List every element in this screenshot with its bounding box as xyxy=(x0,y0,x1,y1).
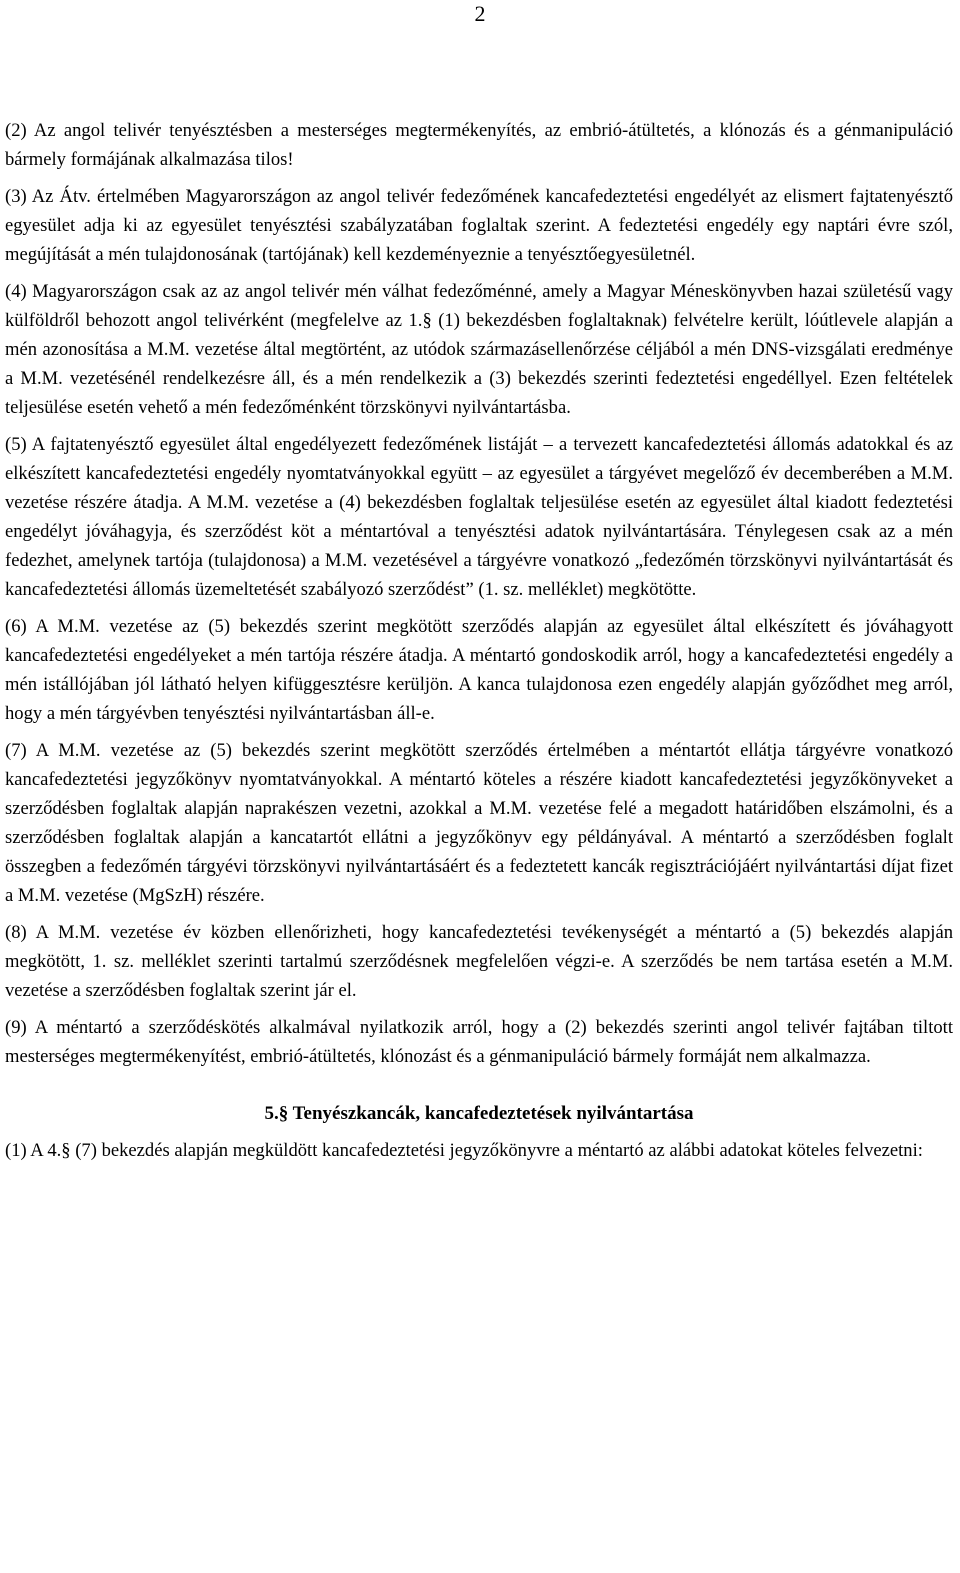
paragraph-9: (9) A méntartó a szerződéskötés alkalmával nyilatkozik arról, hogy a (2) bekezdés szerinti angol telivér fajtában tiltott mesterséges megtermékenyítést, embrió-átültetés, klónozást és a génmanipuláció bármely formáját nem alkalmazza. xyxy=(5,1017,953,1067)
paragraph-3: (3) Az Átv. értelmében Magyarországon az angol telivér fedezőmének kancafedeztetési engedélyét az elismert fajtatenyésztő egyesület adja ki az egyesület tenyésztési szabályzatában foglaltak szerint. A fedeztetési engedély egy naptári évre szól, megújítását a mén tulajdonosának (tartójának) kell kezdeményeznie a tenyésztőegyesületnél. xyxy=(5,186,953,265)
section-heading: 5.§ Tenyészkancák, kancafedeztetések nyilvántartása xyxy=(264,1103,694,1124)
paragraph-6: (6) A M.M. vezetése az (5) bekezdés szerint megkötött szerződés alapján az egyesület által elkészített és jóváhagyott kancafedeztetési engedélyeket a mén tartója részére átadja. A méntartó gondoskodik arról, hogy a kancafedeztetési engedély a mén istállójában jól látható helyen kifüggesztésre kerüljön. A kanca tulajdonosa ezen engedély alapján győződhet meg arról, hogy a mén tárgyévben tenyésztési nyilvántartásban áll-e. xyxy=(5,616,953,724)
document-body xyxy=(5,116,953,1173)
paragraph-4: (4) Magyarországon csak az az angol telivér mén válhat fedezőménné, amely a Magyar Méneskönyvben hazai születésű vagy külföldről behozott angol telivérként (megfelelve az 1.§ (1) bekezdésben foglaltaknak) felvételre került, lóútlevele alapján a mén azonosítása a M.M. vezetése által megtörtént, az utódok származásellenőrzése céljából a mén DNS-vizsgálati eredménye a M.M. vezetésénél rendelkezésre áll, és a mén rendelkezik a (3) bekezdés szerinti fedeztetési engedéllyel. Ezen feltételek teljesülése esetén vehető a mén fedezőménként törzskönyvi nyilvántartásba. xyxy=(5,281,953,418)
paragraph-5: (5) A fajtatenyésztő egyesület által engedélyezett fedezőmének listáját – a tervezett kancafedeztetési állomás adatokkal és az elkészített kancafedeztetési engedély nyomtatványokkal együtt – az egyesület a tárgyévet megelőző év decemberében a M.M. vezetése részére átadja. A M.M. vezetése a (4) bekezdésben foglaltak teljesülése esetén az egyesület által kiadott fedeztetési engedélyt jóváhagyja, és szerződést köt a méntartóval a tenyésztési adatok nyilvántartására. Ténylegesen csak az a mén fedezhet, amelynek tartója (tulajdonosa) a M.M. vezetésével a tárgyévre vonatkozó „fedezőmén törzskönyvi nyilvántartását és kancafedeztetési állomás üzemeltetését szabályozó szerződést” (1. sz. melléklet) megkötötte. xyxy=(5,434,953,600)
section-paragraph-1: (1) A 4.§ (7) bekezdés alapján megküldött kancafedeztetési jegyzőkönyvre a méntartó az alábbi adatokat köteles felvezetni: xyxy=(5,1140,923,1161)
paragraph-2: (2) Az angol telivér tenyésztésben a mesterséges megtermékenyítés, az embrió-átültetés, a klónozás és a génmanipuláció bármely formájának alkalmazása tilos! xyxy=(5,120,953,170)
page-number: 2 xyxy=(474,1,486,26)
paragraph-7: (7) A M.M. vezetése az (5) bekezdés szerint megkötött szerződés értelmében a méntartót ellátja tárgyévre vonatkozó kancafedeztetési jegyzőkönyv nyomtatványokkal. A méntartó köteles a részére kiadott kancafedeztetési jegyzőkönyveket a szerződésben foglaltak alapján naprakészen vezetni, azokkal a M.M. vezetése felé a megadott határidőben elszámolni, és a szerződésben foglaltak alapján a kancatartót ellátni a jegyzőkönyv egy példányával. A méntartó a szerződésben foglalt összegben a fedezőmén tárgyévi törzskönyvi nyilvántartásáért és a fedeztetett kancák regisztrációjáért nyilvántartási díjat fizet a M.M. vezetése (MgSzH) részére. xyxy=(5,740,953,906)
paragraph-8: (8) A M.M. vezetése év közben ellenőrizheti, hogy kancafedeztetési tevékenységét a méntartó a (5) bekezdés alapján megkötött, 1. sz. melléklet szerinti tartalmú szerződésnek megfelelően végzi-e. A szerződés be nem tartása esetén a M.M. vezetése a szerződésben foglaltak szerint jár el. xyxy=(5,922,953,1001)
